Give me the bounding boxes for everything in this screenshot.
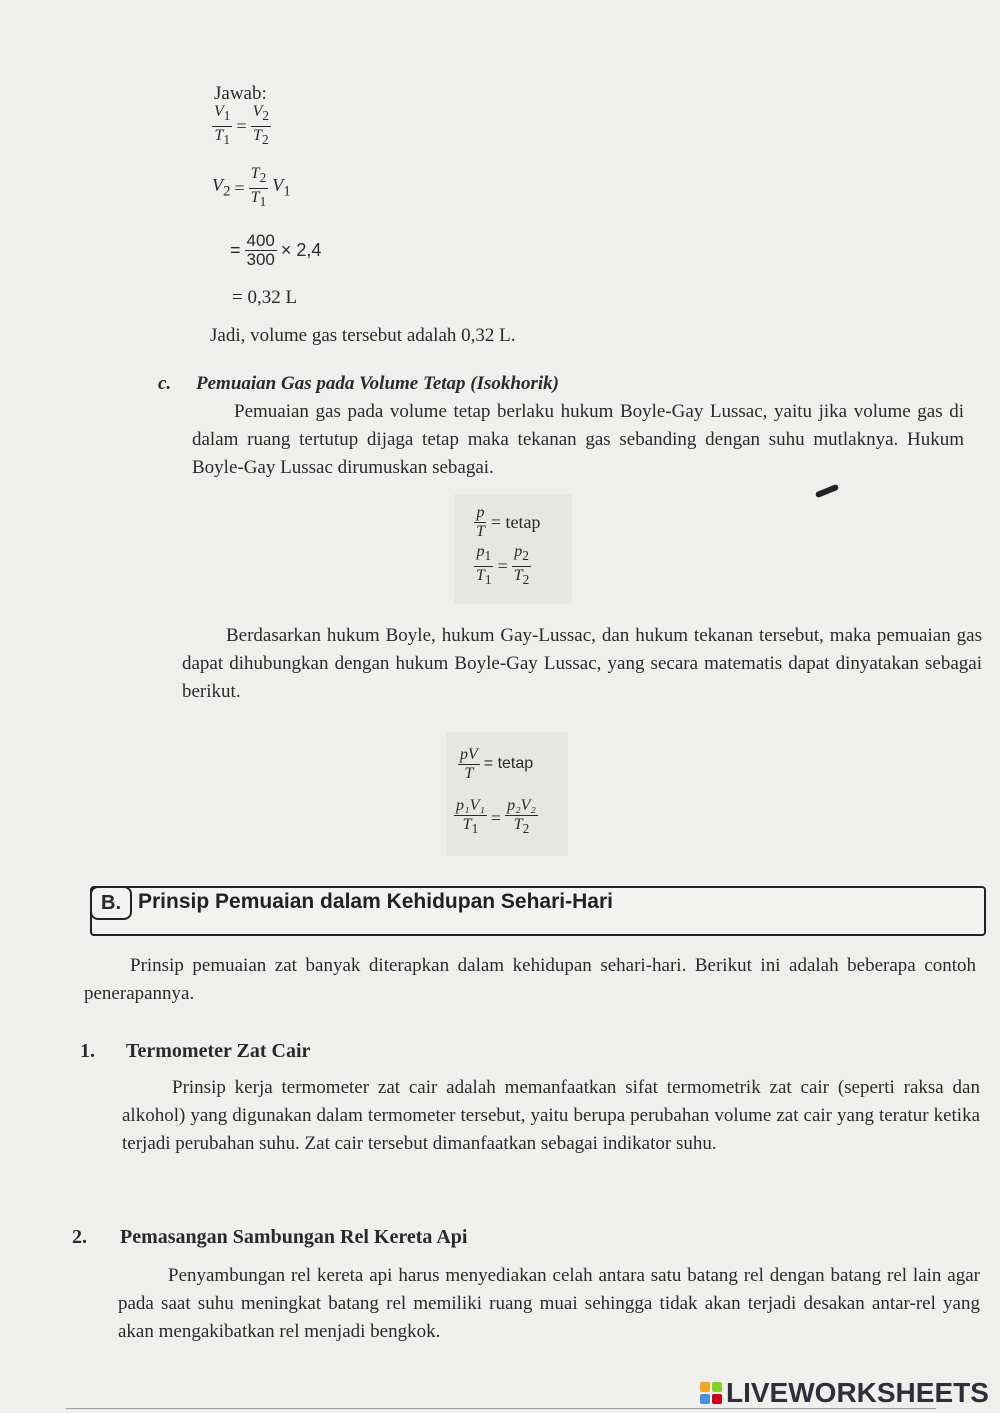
pen-mark xyxy=(815,484,840,499)
item-2-number: 2. xyxy=(72,1226,87,1248)
section-b-intro: Prinsip pemuaian zat banyak diterapkan dalam kehidupan sehari-hari. Berikut ini adalah beberapa contoh penerapannya. xyxy=(84,955,976,1004)
equation-2: $V_2$ = $\frac{T_2}{T_1}$ $V_1$ xyxy=(212,165,291,209)
formula-p-over-t: $\frac{p}{T}$ = tetap xyxy=(476,503,541,540)
section-b-header xyxy=(90,886,986,936)
liveworksheets-logo xyxy=(700,1378,989,1408)
formula-pv-over-t: $\frac{pV}{T}$ = tetap xyxy=(460,745,534,782)
section-b-letter: B. xyxy=(90,886,132,920)
section-c-paragraph-2: Berdasarkan hukum Boyle, hukum Gay-Lussac, dan hukum tekanan tersebut, maka pemuaian gas dapat dihubungkan dengan hukum Boyle-Gay Lussac, yang secara matematis dapat dinyatakan sebagai berikut. xyxy=(182,625,982,702)
section-c-title: Pemuaian Gas pada Volume Tetap (Isokhorik) xyxy=(196,373,559,394)
formula-box-2 xyxy=(446,732,568,856)
formula-box-1 xyxy=(454,494,572,604)
item-2-text: Penyambungan rel kereta api harus menyediakan celah antara satu batang rel dengan batang rel lain agar pada saat suhu meningkat batang rel memiliki ruang muai sehingga tidak akan terjadi desakan antar-rel yang akan mengakibatkan rel menjadi bengkok. xyxy=(118,1265,980,1342)
equation-4: = 0,32 L xyxy=(232,287,298,308)
section-c-paragraph: Pemuaian gas pada volume tetap berlaku hukum Boyle-Gay Lussac, yaitu jika volume gas di dalam ruang tertutup dijaga tetap maka tekanan gas sebanding dengan suhu mutlaknya. Hukum Boyle-Gay Lussac dirumuskan sebagai. xyxy=(192,401,964,478)
formula-p1v1-p2v2: $\frac{\text{p₁V₁}}{T_1}$ = $\frac{\text{p₂V₂}}{T_2}$ xyxy=(456,797,536,837)
liveworksheets-logo-icon xyxy=(700,1382,722,1404)
item-1-text: Prinsip kerja termometer zat cair adalah memanfaatkan sifat termometrik zat cair (seperti raksa dan alkohol) yang digunakan dalam termometer tersebut, yaitu berupa perubahan volume zat cair yang teratur ketika terjadi perubahan suhu. Zat cair tersebut dimanfaatkan sebagai indikator suhu. xyxy=(122,1077,980,1154)
bottom-rule xyxy=(66,1408,936,1409)
liveworksheets-logo-text: LIVEWORKSHEETS xyxy=(726,1377,989,1408)
item-1-number: 1. xyxy=(80,1040,95,1062)
formula-p1t1-p2t2: $\frac{p_1}{T_1}$ = $\frac{p_2}{T_2}$ xyxy=(476,543,530,587)
equation-3: = $\frac{400}{300}$ × 2,4 xyxy=(230,230,322,269)
section-c-marker: c. xyxy=(158,373,172,394)
answer-conclusion: Jadi, volume gas tersebut adalah 0,32 L. xyxy=(210,325,516,346)
item-2-title: Pemasangan Sambungan Rel Kereta Api xyxy=(120,1226,468,1248)
answer-label: Jawab: xyxy=(214,83,267,104)
equation-1: $\frac{V_1}{T_1}$ = $\frac{V_2}{T_2}$ xyxy=(214,103,270,147)
item-1-title: Termometer Zat Cair xyxy=(126,1040,311,1062)
section-b-title: Prinsip Pemuaian dalam Kehidupan Sehari-Hari xyxy=(138,890,613,913)
